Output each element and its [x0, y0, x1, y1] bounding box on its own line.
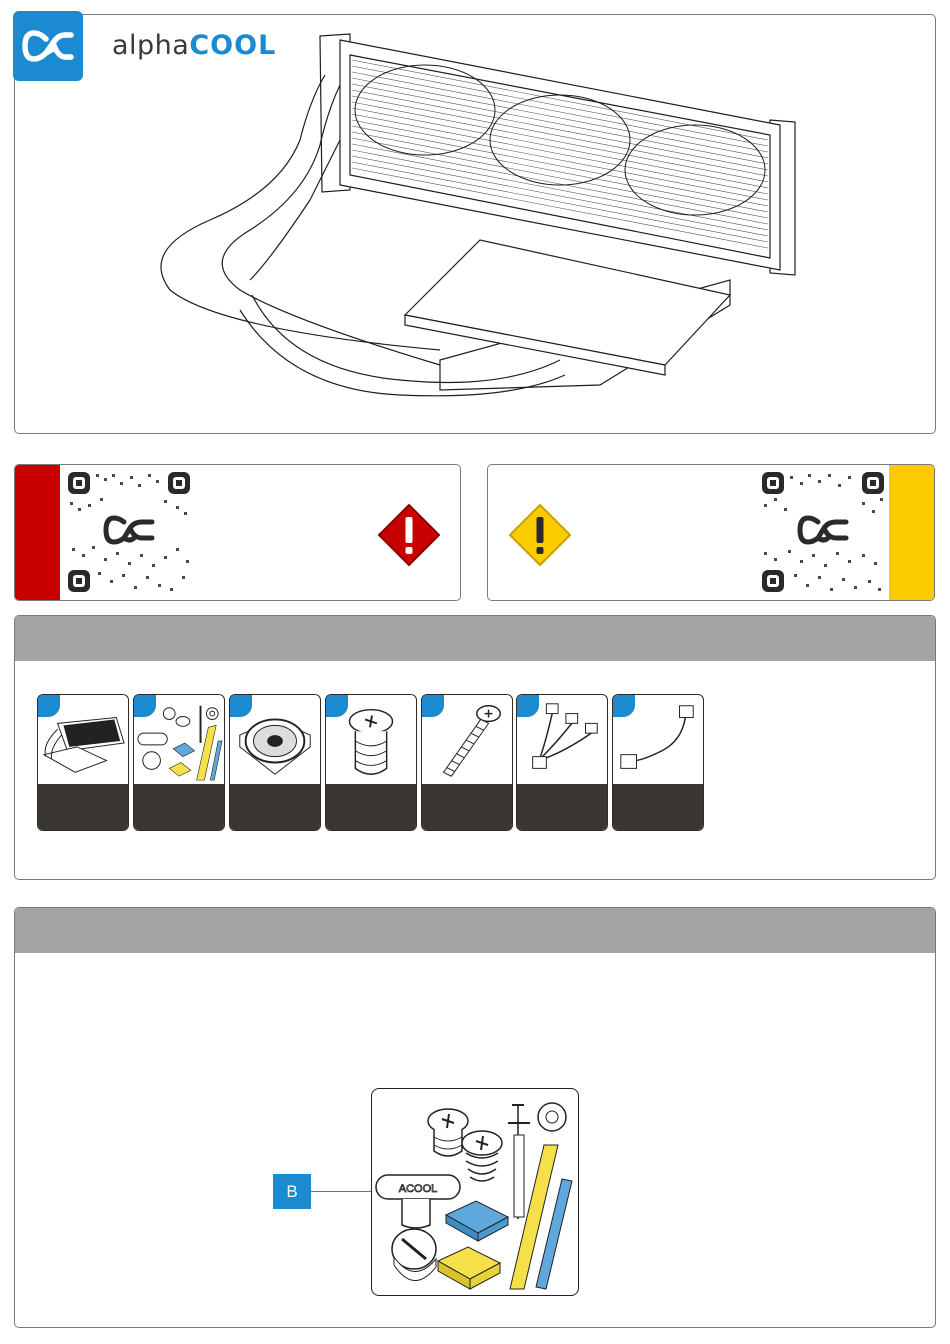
accessory-kit-icon	[372, 1089, 579, 1296]
content-card-fan-screw	[325, 694, 417, 831]
callout-badge-b: B	[273, 1174, 311, 1209]
content-card-adapter-cable	[612, 694, 704, 831]
card-footer	[517, 784, 607, 830]
caution-qr-code	[758, 468, 888, 596]
brand-name-bold: COOL	[189, 30, 277, 61]
brand-name-light: alpha	[112, 30, 190, 61]
qr-code-icon	[64, 468, 194, 596]
card-footer	[134, 784, 224, 830]
card-footer	[422, 784, 512, 830]
content-card-fan-splitter	[516, 694, 608, 831]
danger-notice	[14, 464, 461, 601]
card-footer	[230, 784, 320, 830]
content-card-gpu-cooler	[37, 694, 129, 831]
accessory-detail-header	[15, 908, 935, 953]
qr-code-icon	[758, 468, 888, 596]
content-card-long-screw	[421, 694, 513, 831]
content-card-accessory-kit	[133, 694, 225, 831]
kit-brand-label: ACOOL	[398, 1183, 438, 1195]
accessory-kit-box	[371, 1088, 579, 1296]
card-footer	[38, 784, 128, 830]
content-card-fan	[229, 694, 321, 831]
card-footer	[613, 784, 703, 830]
danger-icon	[377, 503, 441, 567]
package-contents-header	[15, 616, 935, 661]
alphacool-logo-mark-icon	[13, 11, 83, 81]
danger-color-strip	[15, 465, 60, 600]
card-footer	[326, 784, 416, 830]
alphacool-logo	[13, 11, 83, 81]
caution-icon	[508, 503, 572, 567]
caution-notice	[487, 464, 935, 601]
caution-color-strip	[889, 465, 934, 600]
danger-qr-code	[64, 468, 194, 596]
callout-line	[311, 1191, 373, 1192]
gpu-cooler-illustration	[140, 30, 800, 415]
